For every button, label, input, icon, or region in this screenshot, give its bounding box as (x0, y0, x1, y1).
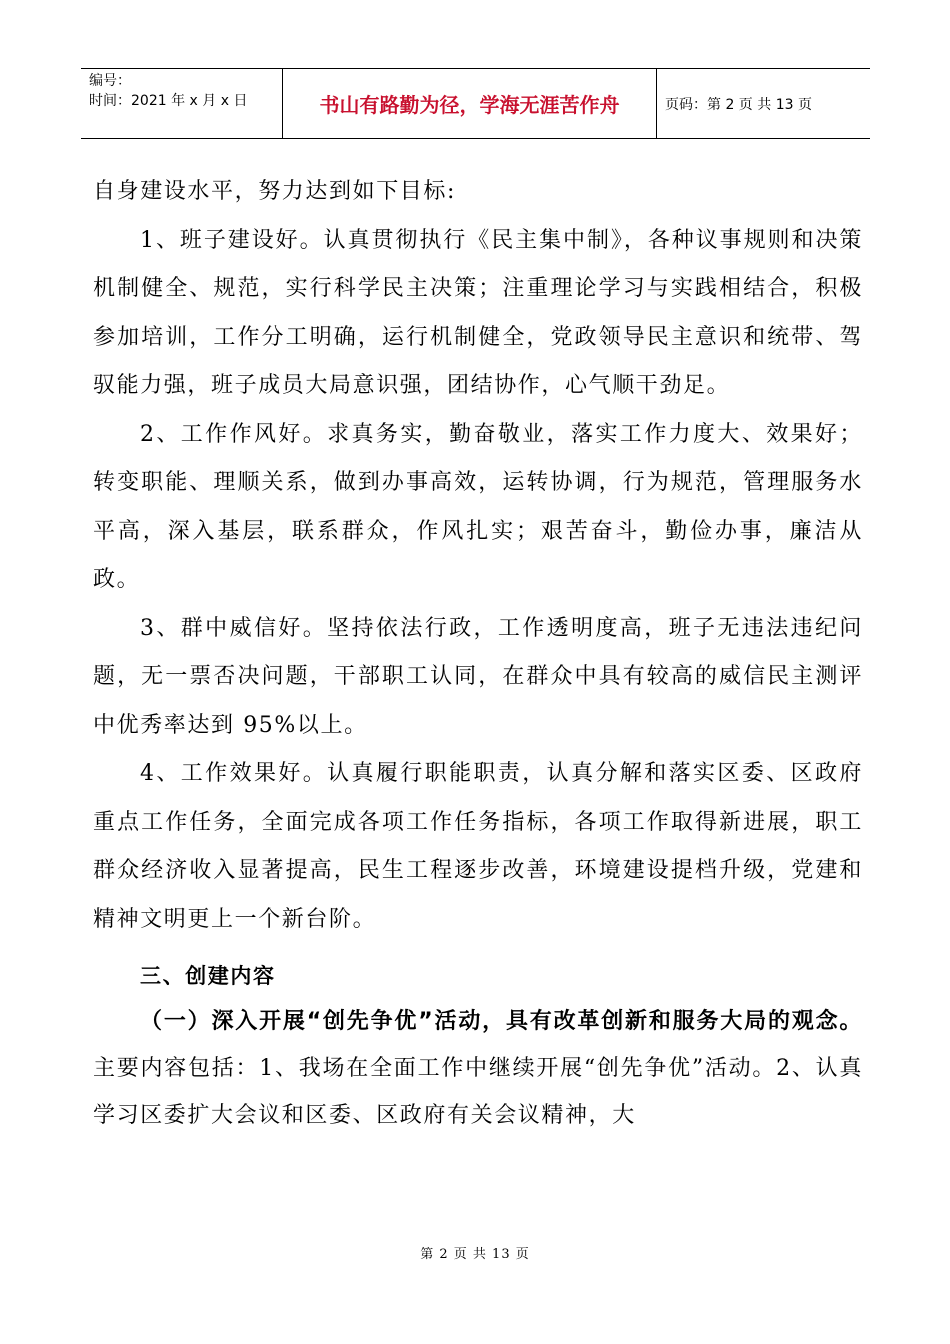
page-header (81, 68, 870, 139)
subsection-heading: （一）深入开展“创先争优”活动，具有改革创新和服务大局的观念。 (140, 1009, 863, 1034)
goal-item-1: 1、班子建设好。认真贯彻执行《民主集中制》，各种议事规则和决策机制健全、规范，实行科学民主决策；注重理论学习与实践相结合，积极参加培训，工作分工明确，运行机制健全，党政领导民主意识和统带、驾驭能力强，班子成员大局意识强，团结协作，心气顺干劲足。 (93, 227, 863, 398)
goal-item-2: 2、工作作风好。求真务实，勤奋敬业，落实工作力度大、效果好；转变职能、理顺关系，做到办事高效，运转协调，行为规范，管理服务水平高，深入基层，联系群众，作风扎实；艰苦奋斗，勤俭办事，廉洁从政。 (93, 421, 863, 592)
date-label: 时间：2021 年 x 月 x 日 (89, 93, 248, 109)
header-meta (81, 69, 283, 138)
number-label: 编号： (89, 73, 131, 89)
document-body (93, 168, 863, 1139)
goal-item-4: 4、工作效果好。认真履行职能职责，认真分解和落实区委、区政府重点工作任务，全面完成各项工作任务指标，各项工作取得新进展，职工群众经济收入显著提高，民生工程逐步改善，环境建设提档升级，党建和精神文明更上一个新台阶。 (93, 761, 863, 932)
section-heading: 三、创建内容 (140, 964, 276, 988)
intro-paragraph: 自身建设水平，努力达到如下目标: (93, 179, 457, 204)
subsection-text: 主要内容包括：1、我场在全面工作中继续开展“创先争优”活动。2、认真学习区委扩大会议和区委、区政府有关会议精神，大 (93, 1056, 863, 1128)
subsection-paragraph (93, 998, 863, 1139)
page-footer: 第 2 页 共 13 页 (420, 1247, 530, 1262)
header-motto: 书山有路勤为径，学海无涯苦作舟 (283, 69, 657, 138)
goal-item-3: 3、群中威信好。坚持依法行政，工作透明度高，班子无违法违纪问题，无一票否决问题，干部职工认同，在群众中具有较高的威信民主测评中优秀率达到 95%以上。 (93, 615, 863, 738)
header-page-info: 页码：第 2 页 共 13 页 (665, 96, 812, 113)
